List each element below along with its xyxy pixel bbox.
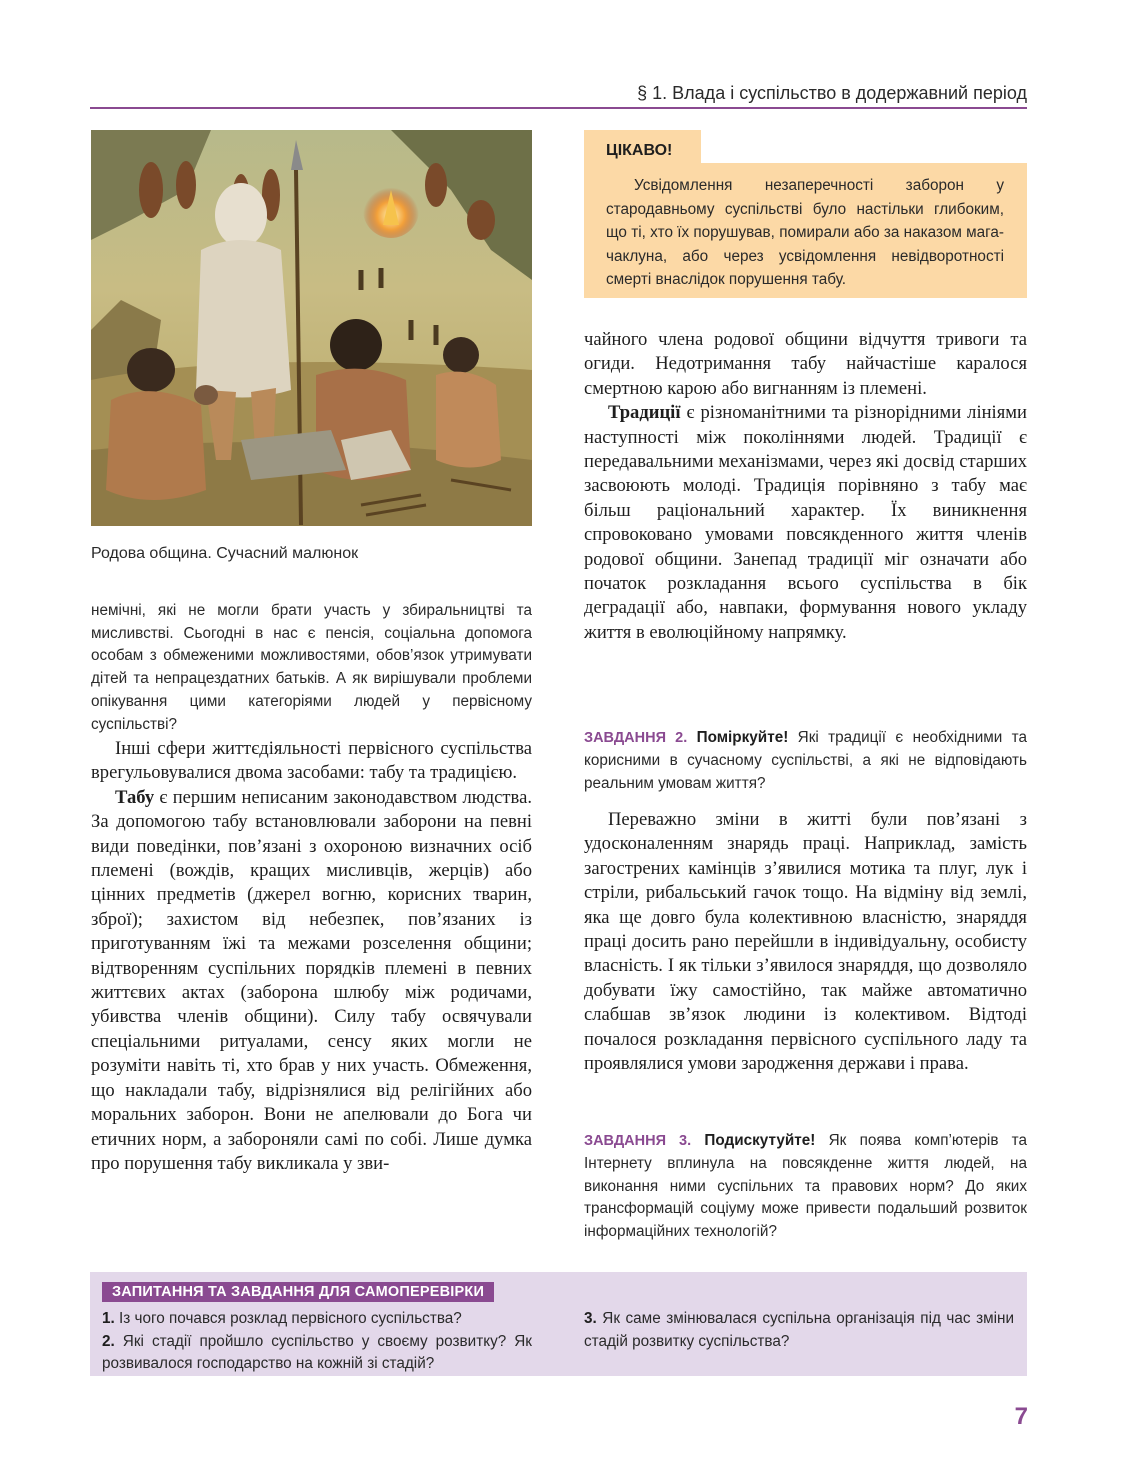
question-1: 1. Із чого почався розклад первісного суспільства? bbox=[102, 1310, 462, 1327]
clan-painting bbox=[91, 130, 532, 526]
self-check-right-column bbox=[584, 1308, 1014, 1353]
question-2: 2. Які стадії пройшло суспільство у своєму розвитку? Як розвивалося господарство на кожній зі стадій? bbox=[102, 1332, 532, 1372]
task-2 bbox=[584, 727, 1027, 795]
self-check-box bbox=[90, 1272, 1027, 1376]
self-check-title: ЗАПИТАННЯ ТА ЗАВДАННЯ ДЛЯ САМОПЕРЕВІРКИ bbox=[102, 1282, 494, 1302]
illustration-caption: Родова община. Сучасний малюнок bbox=[91, 545, 359, 562]
interesting-box bbox=[584, 130, 1027, 298]
paragraph-taboo: Табу є першим неписаним законодавством людства. За допомогою табу встановлювали заборони на певні види поведінки, пов’язані з охороною визначних осіб племені (вождів, кращих мисливців, жерців) або цінних предметів (джерел вогню, корисних тварин, зброї); захистом від небезпек, пов’язаних із приготуванням їжі та межами розселення общини; відтворенням суспільних порядків племені в певних життєвих актах (заборона шлюбу між родичами, убивства членів общини). Силу табу освячували спеціальними ритуалами, сенсу яких могли не розуміти навіть ті, хто брав у них участь. Обмеження, що накладали табу, відрізнялися від релігійних або моральних заборон. Вони не апелювали до Бога чи етичних норм, а забороняли самі по собі. Лише думка про порушення табу викликала у зви- bbox=[91, 786, 532, 1174]
self-check-left-column bbox=[102, 1308, 532, 1376]
task-2-text: Які традиції є необхідними та корисними в сучасному суспільстві, а які не відповідають реальним умовам життя? bbox=[584, 729, 1028, 792]
left-main-text bbox=[91, 737, 532, 1176]
right-main-text-2 bbox=[584, 808, 1027, 1076]
term-traditions: Традиції bbox=[608, 402, 681, 424]
paragraph-taboo-continued: чайного члена родової общини відчуття тривоги та огиди. Недотримання табу найчастіше каралося смертною карою або вигнанням із племені. bbox=[584, 329, 1027, 399]
interesting-tag: ЦІКАВО! bbox=[584, 130, 701, 163]
paragraph-tools: Переважно зміни в житті були пов’язані з удосконаленням знарядь праці. Наприклад, замість загострених камінців з’явилися мотика та плуг, лук і стріли, рибальський гачок тощо. На відміну від землі, яка ще довго була колективною власністю, знаряддя праці досить рано перейшли в індивідуальну, особисту власність. І як тільки з’явилося знаряддя, що дозволяло добувати їжу самостійно, так майже автоматично слабшав зв’язок людини із колективом. Відтоді почалося розкладання первісного суспільного ладу та проявлялися умови зародження держави і права. bbox=[584, 809, 1027, 1075]
task-3-action: Подискутуйте! bbox=[704, 1132, 816, 1149]
carryover-paragraph: немічні, які не могли брати участь у збиральництві та мисливстві. Сьогодні в нас є пенсія, соціальна допомога особам з обмеженими можливостями, обов’язок утримувати дітей та непрацездатних батьків. А як вирішували проблеми опікування цими категоріями людей у первісному суспільстві? bbox=[91, 602, 532, 733]
task-2-action: Поміркуйте! bbox=[696, 729, 789, 746]
task-2-label: ЗАВДАННЯ 2. bbox=[584, 730, 688, 746]
running-header bbox=[90, 80, 1027, 109]
term-taboo: Табу bbox=[115, 786, 155, 808]
page-number: 7 bbox=[1014, 1403, 1028, 1430]
question-3: 3. Як саме змінювалася суспільна організація під час зміни стадій розвитку суспільства? bbox=[584, 1310, 1014, 1350]
paragraph-traditions: Традиції є різноманітними та різнорідними лініями наступності між поколіннями людей. Традиції є передавальними механізмами, через які досвід старших засвоюють молоді. Традиція порівняно з табу має більш раціональний характер. Їх виникнення спровоковано умовами повсякденного життя членів родової общини. Занепад традиції міг означати або початок розкладання всього суспільства в бік деградації або, навпаки, формування нового укладу життя в еволюційному напрямку. bbox=[584, 402, 1027, 643]
paragraph-spheres: Інші сфери життєдіяльності первісного суспільства врегульовувалися двома засобами: табу та традицією. bbox=[91, 738, 532, 784]
task-3-text: Як поява комп’ютерів та Інтернету вплинула на повсякденне життя людей, на виконання ними суспільних та правових норм? До яких трансформацій соціуму може привести подальший розвиток інформаційних технологій? bbox=[584, 1132, 1028, 1241]
running-title: § 1. Влада і суспільство в додержавний період bbox=[637, 83, 1027, 103]
right-main-text-1 bbox=[584, 328, 1027, 645]
task-3 bbox=[584, 1130, 1027, 1244]
clan-illustration bbox=[91, 130, 532, 526]
interesting-text: Усвідомлення незаперечності заборон у стародавньому суспільстві було настільки глибоким, що ті, хто їх порушував, помирали або за наказом мага-чаклуна, або через усвідомлення невідворотності смерті внаслідок порушення табу. bbox=[606, 177, 1004, 288]
task-3-label: ЗАВДАННЯ 3. bbox=[584, 1133, 692, 1149]
